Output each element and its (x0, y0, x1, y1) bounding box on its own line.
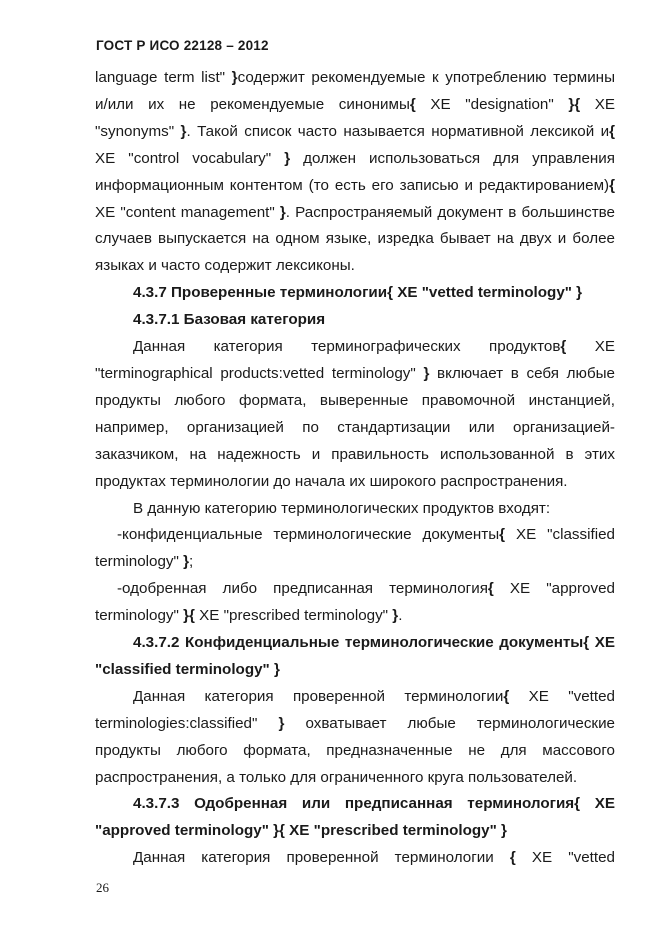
field-brace: } (278, 714, 285, 732)
heading-4-3-7-2: 4.3.7.2 Конфиденциальные терминологические документы{ XE "classified terminology" } (95, 634, 615, 678)
field-brace: } (180, 122, 187, 140)
heading-4-3-7-3: 4.3.7.3 Одобренная или предписанная терминология{ XE "approved terminology" }{ XE "prescribed terminology" } (95, 795, 615, 840)
text-run: -одобренная либо предписанная терминология (117, 580, 488, 598)
text-run: . (398, 607, 403, 625)
paragraph-classified (95, 684, 615, 792)
text-run: XE "vetted (515, 849, 615, 867)
page-header-title: ГОСТ Р ИСО 22128 – 2012 (96, 38, 269, 53)
text-run: language term list" (95, 69, 232, 86)
text-run: XE "terminographical products:vetted terminology" (95, 338, 615, 382)
text-run: XE "prescribed terminology" (194, 607, 393, 625)
text-run: . Такой список часто называется нормативной лексикой и (186, 122, 610, 140)
text-run: XE "vetted terminologies:classified" (95, 687, 615, 732)
text-run: Данная категория проверенной терминологии (133, 849, 510, 867)
field-brace: } (183, 553, 190, 571)
text-run: включает в себя любые продукты любого формата, выверенные правомочной инстанцией, например, организацией по стандартизации или организацией-заказчиком, на надежность и правильность использованной в этих продуктах терминологии до начала их широкого распространения. (95, 364, 616, 490)
heading-4-3-7-1: 4.3.7.1 Базовая категория (133, 311, 326, 329)
text-run: охватывает любые терминологические продукты любого формата, предназначенные не для массового распространения, а только для ограниченного круга пользователей. (95, 714, 615, 786)
paragraph-category-includes: В данную категорию терминологических продуктов входят: (133, 499, 551, 517)
field-brace: { (503, 687, 510, 705)
text-run: XE "classified terminology" (95, 526, 615, 571)
paragraph-basic-category (95, 334, 615, 495)
field-brace: } (279, 203, 286, 221)
field-brace: }{ (183, 607, 195, 625)
text-run: -конфиденциальные терминологические документы (117, 526, 500, 544)
field-brace: } (284, 149, 291, 167)
text-run: . Распространяемый документ в большинстве случаев выпускается на одном языке, изредка бывает на двух и более языках и часто содержит лексиконы. (95, 203, 615, 275)
text-run: Данная категория терминографических продуктов (133, 338, 561, 356)
heading-4-3-7: 4.3.7 Проверенные терминологии{ XE "vetted terminology" } (133, 284, 583, 302)
text-run: содержит рекомендуемые к употреблению термины и/или их не рекомендуемые синонимы (95, 69, 615, 113)
text-run: XE "control vocabulary" (95, 149, 285, 167)
text-run: ; (189, 553, 194, 571)
list-item-classified (95, 522, 615, 576)
field-brace: { (609, 122, 615, 140)
list-item-approved (95, 576, 615, 630)
field-brace: { (509, 849, 516, 867)
text-run: XE "synonyms" (95, 95, 616, 140)
field-brace: }{ (568, 95, 581, 113)
text-run: должен использоваться для управления информационным контентом (то есть его записью и редактированием) (95, 149, 615, 194)
document-body (95, 65, 615, 872)
field-brace: } (231, 69, 238, 86)
paragraph-term-list (95, 65, 615, 280)
field-brace: { (487, 580, 494, 598)
text-run: Данная категория проверенной терминологии (133, 687, 504, 705)
field-brace: { (560, 338, 567, 356)
field-brace: { (409, 95, 416, 113)
text-run: XE "approved terminology" (95, 580, 615, 625)
field-brace: } (423, 364, 430, 382)
text-run: XE "designation" (415, 95, 569, 113)
field-brace: { (609, 176, 615, 194)
field-brace: } (392, 607, 399, 625)
field-brace: { (499, 526, 506, 544)
paragraph-approved (95, 845, 615, 872)
page-number: 26 (96, 880, 109, 895)
text-run: XE "content management" (95, 203, 280, 221)
